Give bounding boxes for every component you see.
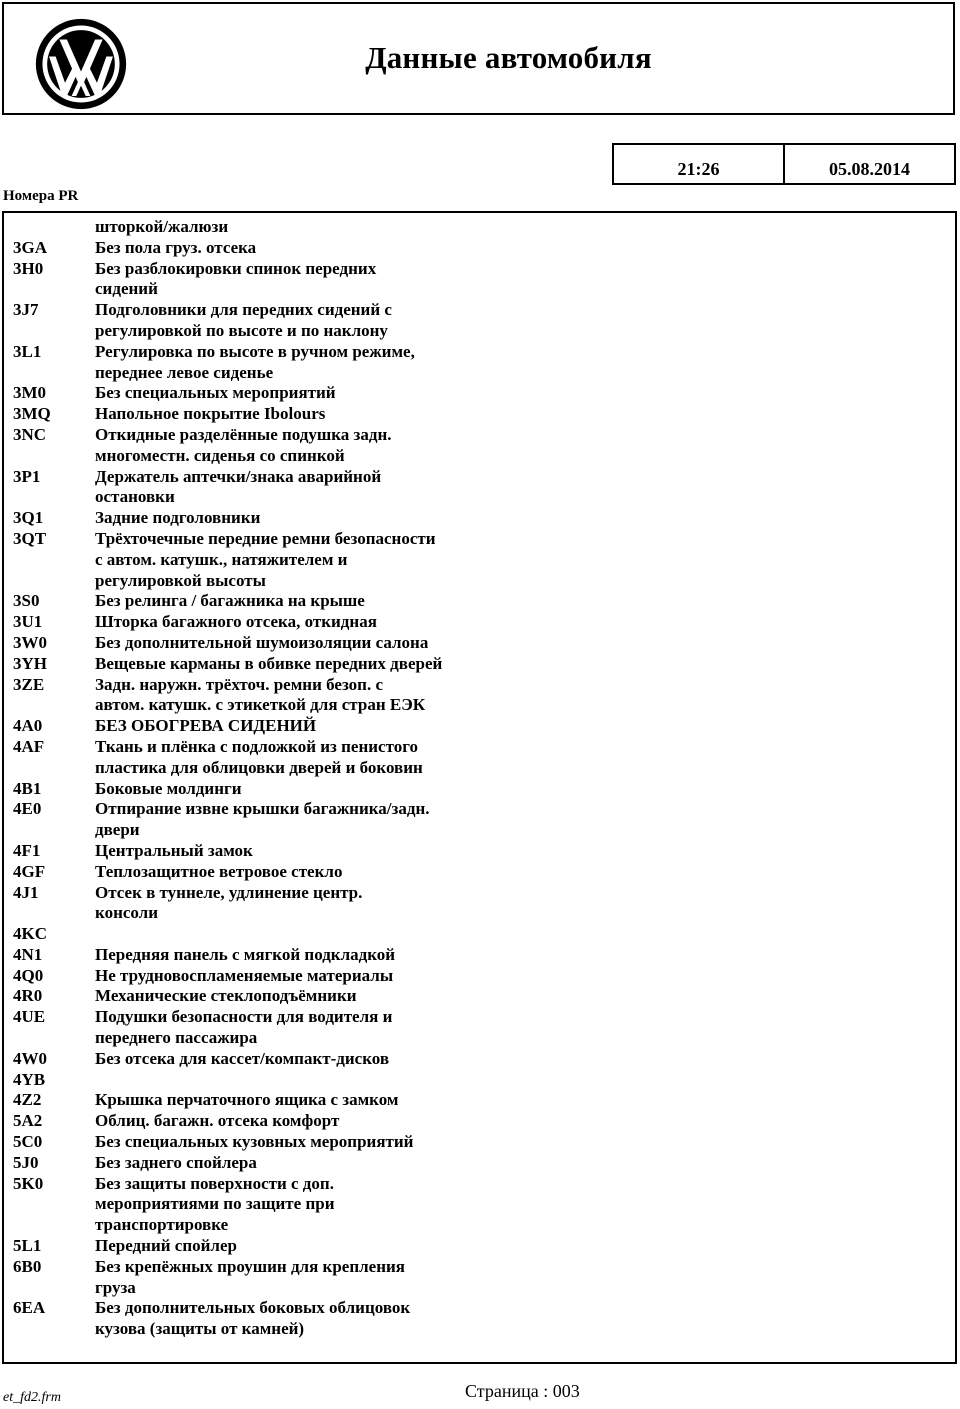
footer-page-number: Страница : 003 bbox=[465, 1381, 580, 1401]
list-item bbox=[13, 425, 573, 467]
list-item bbox=[13, 654, 573, 675]
pr-description: Без защиты поверхности с доп. мероприятиями по защите при транспортировке bbox=[95, 1173, 335, 1235]
pr-description: Ткань и плёнка с подложкой из пенистого пластика для облицовки дверей и боковин bbox=[95, 736, 423, 777]
pr-code: 4UE bbox=[13, 1007, 46, 1027]
pr-description: Подушки безопасности для водителя и переднего пассажира bbox=[95, 1007, 393, 1048]
list-item bbox=[13, 633, 573, 654]
list-item bbox=[13, 1257, 573, 1299]
pr-code bbox=[13, 217, 95, 238]
pr-code: 3ZE bbox=[13, 674, 45, 694]
list-item bbox=[13, 342, 573, 384]
pr-code: 3QT bbox=[13, 528, 47, 548]
list-item bbox=[13, 591, 573, 612]
pr-description: Без релинга / багажника на крыше bbox=[95, 591, 365, 611]
list-item bbox=[13, 383, 573, 404]
list-item bbox=[13, 924, 573, 945]
pr-description: Подголовники для передних сидений с регулировкой по высоте и по наклону bbox=[95, 300, 392, 340]
list-item bbox=[13, 1111, 573, 1132]
pr-code: 4R0 bbox=[13, 986, 43, 1006]
list-item bbox=[13, 1132, 573, 1153]
pr-description: Без крепёжных проушин для крепления груза bbox=[95, 1256, 405, 1297]
pr-description: Отсек в туннеле, удлинение центр. консоли bbox=[95, 882, 363, 923]
list-item bbox=[13, 1007, 573, 1049]
pr-code: 3MQ bbox=[13, 404, 51, 424]
pr-code: 4E0 bbox=[13, 799, 42, 819]
pr-description: Без разблокировки спинок передних сидений bbox=[95, 258, 377, 299]
pr-code: 5A2 bbox=[13, 1111, 43, 1131]
pr-description: Отпирание извне крышки багажника/задн. двери bbox=[95, 799, 430, 840]
pr-description: шторкой/жалюзи bbox=[95, 217, 229, 236]
pr-code: 4KC bbox=[13, 924, 47, 944]
pr-code: 3NC bbox=[13, 424, 47, 444]
pr-code: 4YB bbox=[13, 1069, 46, 1089]
list-item bbox=[13, 508, 573, 529]
pr-description: Механические стеклоподъёмники bbox=[95, 986, 357, 1006]
list-item bbox=[13, 883, 573, 925]
pr-description: Боковые молдинги bbox=[95, 778, 242, 798]
pr-description: Передняя панель с мягкой подкладкой bbox=[95, 944, 396, 964]
pr-code: 4A0 bbox=[13, 716, 43, 736]
date-cell: 05.08.2014 bbox=[783, 145, 954, 183]
pr-code: 6B0 bbox=[13, 1256, 42, 1276]
pr-code: 3Q1 bbox=[13, 508, 44, 528]
list-item bbox=[13, 799, 573, 841]
pr-code: 3P1 bbox=[13, 466, 41, 486]
list-item bbox=[13, 1090, 573, 1111]
footer-filename: et_fd2.frm bbox=[3, 1390, 61, 1405]
pr-code: 4F1 bbox=[13, 840, 41, 860]
pr-description: Без специальных мероприятий bbox=[95, 383, 336, 403]
pr-description bbox=[95, 924, 573, 945]
pr-description: Держатель аптечки/знака аварийной остановки bbox=[95, 466, 382, 507]
pr-code: 4GF bbox=[13, 861, 46, 881]
list-item bbox=[13, 404, 573, 425]
pr-code: 4Z2 bbox=[13, 1090, 42, 1110]
pr-description: Теплозащитное ветровое стекло bbox=[95, 861, 343, 881]
pr-description: Передний спойлер bbox=[95, 1236, 237, 1256]
pr-description: Вещевые карманы в обивке передних дверей bbox=[95, 653, 443, 673]
pr-code: 5K0 bbox=[13, 1173, 44, 1193]
list-item bbox=[13, 841, 573, 862]
list-item bbox=[13, 217, 573, 238]
list-item bbox=[13, 529, 573, 591]
pr-code: 3M0 bbox=[13, 383, 47, 403]
pr-code: 4W0 bbox=[13, 1048, 47, 1068]
pr-description: Регулировка по высоте в ручном режиме, переднее левое сиденье bbox=[95, 341, 415, 382]
pr-description: Откидные разделённые подушка задн. многоместн. сиденья со спинкой bbox=[95, 424, 392, 465]
list-item bbox=[13, 612, 573, 633]
pr-code: 4N1 bbox=[13, 944, 43, 964]
pr-code: 3S0 bbox=[13, 591, 40, 611]
pr-description: Без пола груз. отсека bbox=[95, 237, 257, 257]
time-cell: 21:26 bbox=[677, 159, 720, 179]
list-item bbox=[13, 675, 573, 717]
pr-code: 3GA bbox=[13, 237, 47, 257]
list-item bbox=[13, 1153, 573, 1174]
list-item bbox=[13, 716, 573, 737]
pr-code: 4AF bbox=[13, 736, 45, 756]
list-item bbox=[13, 467, 573, 509]
list-item bbox=[13, 238, 573, 259]
pr-code: 5L1 bbox=[13, 1236, 42, 1256]
pr-list-box bbox=[2, 211, 957, 1364]
list-item bbox=[13, 1236, 573, 1257]
list-item bbox=[13, 737, 573, 779]
list-item bbox=[13, 862, 573, 883]
pr-code: 4Q0 bbox=[13, 965, 44, 985]
pr-code: 3H0 bbox=[13, 258, 44, 278]
pr-description: Крышка перчаточного ящика с замком bbox=[95, 1090, 399, 1110]
pr-description: Без специальных кузовных мероприятий bbox=[95, 1132, 414, 1152]
list-item bbox=[13, 1049, 573, 1070]
section-label: Номера PR bbox=[3, 188, 79, 204]
pr-code: 3W0 bbox=[13, 632, 47, 652]
pr-code: 3U1 bbox=[13, 612, 43, 632]
list-item bbox=[13, 966, 573, 987]
pr-code: 3J7 bbox=[13, 300, 39, 320]
pr-code: 3L1 bbox=[13, 341, 42, 361]
pr-code: 6EA bbox=[13, 1298, 46, 1318]
pr-description: Облиц. багажн. отсека комфорт bbox=[95, 1111, 340, 1131]
list-item bbox=[13, 1298, 573, 1340]
list-item bbox=[13, 779, 573, 800]
list-item bbox=[13, 945, 573, 966]
pr-code: 4B1 bbox=[13, 778, 42, 798]
pr-description: Трёхточечные передние ремни безопасности с автом. катушк., натяжителем и регулировкой высоты bbox=[95, 528, 436, 590]
pr-code: 5C0 bbox=[13, 1132, 43, 1152]
pr-description: Не трудновоспламеняемые материалы bbox=[95, 965, 394, 985]
pr-description: Шторка багажного отсека, откидная bbox=[95, 612, 377, 632]
pr-list bbox=[13, 217, 573, 1340]
list-item bbox=[13, 259, 573, 301]
pr-code: 4J1 bbox=[13, 882, 39, 902]
pr-description bbox=[95, 1070, 573, 1091]
pr-description: Без заднего спойлера bbox=[95, 1152, 257, 1172]
pr-description: Без дополнительной шумоизоляции салона bbox=[95, 632, 429, 652]
pr-description: Центральный замок bbox=[95, 840, 253, 860]
pr-description: БЕЗ ОБОГРЕВА СИДЕНИЙ bbox=[95, 716, 317, 736]
pr-description: Без отсека для кассет/компакт-дисков bbox=[95, 1048, 390, 1068]
list-item bbox=[13, 300, 573, 342]
pr-description: Напольное покрытие Ibolours bbox=[95, 404, 326, 424]
pr-code: 5J0 bbox=[13, 1152, 39, 1172]
datetime-box bbox=[612, 143, 956, 185]
pr-description: Задн. наружн. трёхточ. ремни безоп. с автом. катушк. с этикеткой для стран ЕЭК bbox=[95, 674, 426, 715]
list-item bbox=[13, 1070, 573, 1091]
pr-description: Задние подголовники bbox=[95, 508, 261, 528]
header-box bbox=[2, 2, 955, 115]
pr-description: Без дополнительных боковых облицовок кузова (защиты от камней) bbox=[95, 1298, 411, 1339]
list-item bbox=[13, 986, 573, 1007]
pr-code: 3YH bbox=[13, 653, 47, 673]
page-title: Данные автомобиля bbox=[365, 40, 652, 75]
list-item bbox=[13, 1174, 573, 1236]
